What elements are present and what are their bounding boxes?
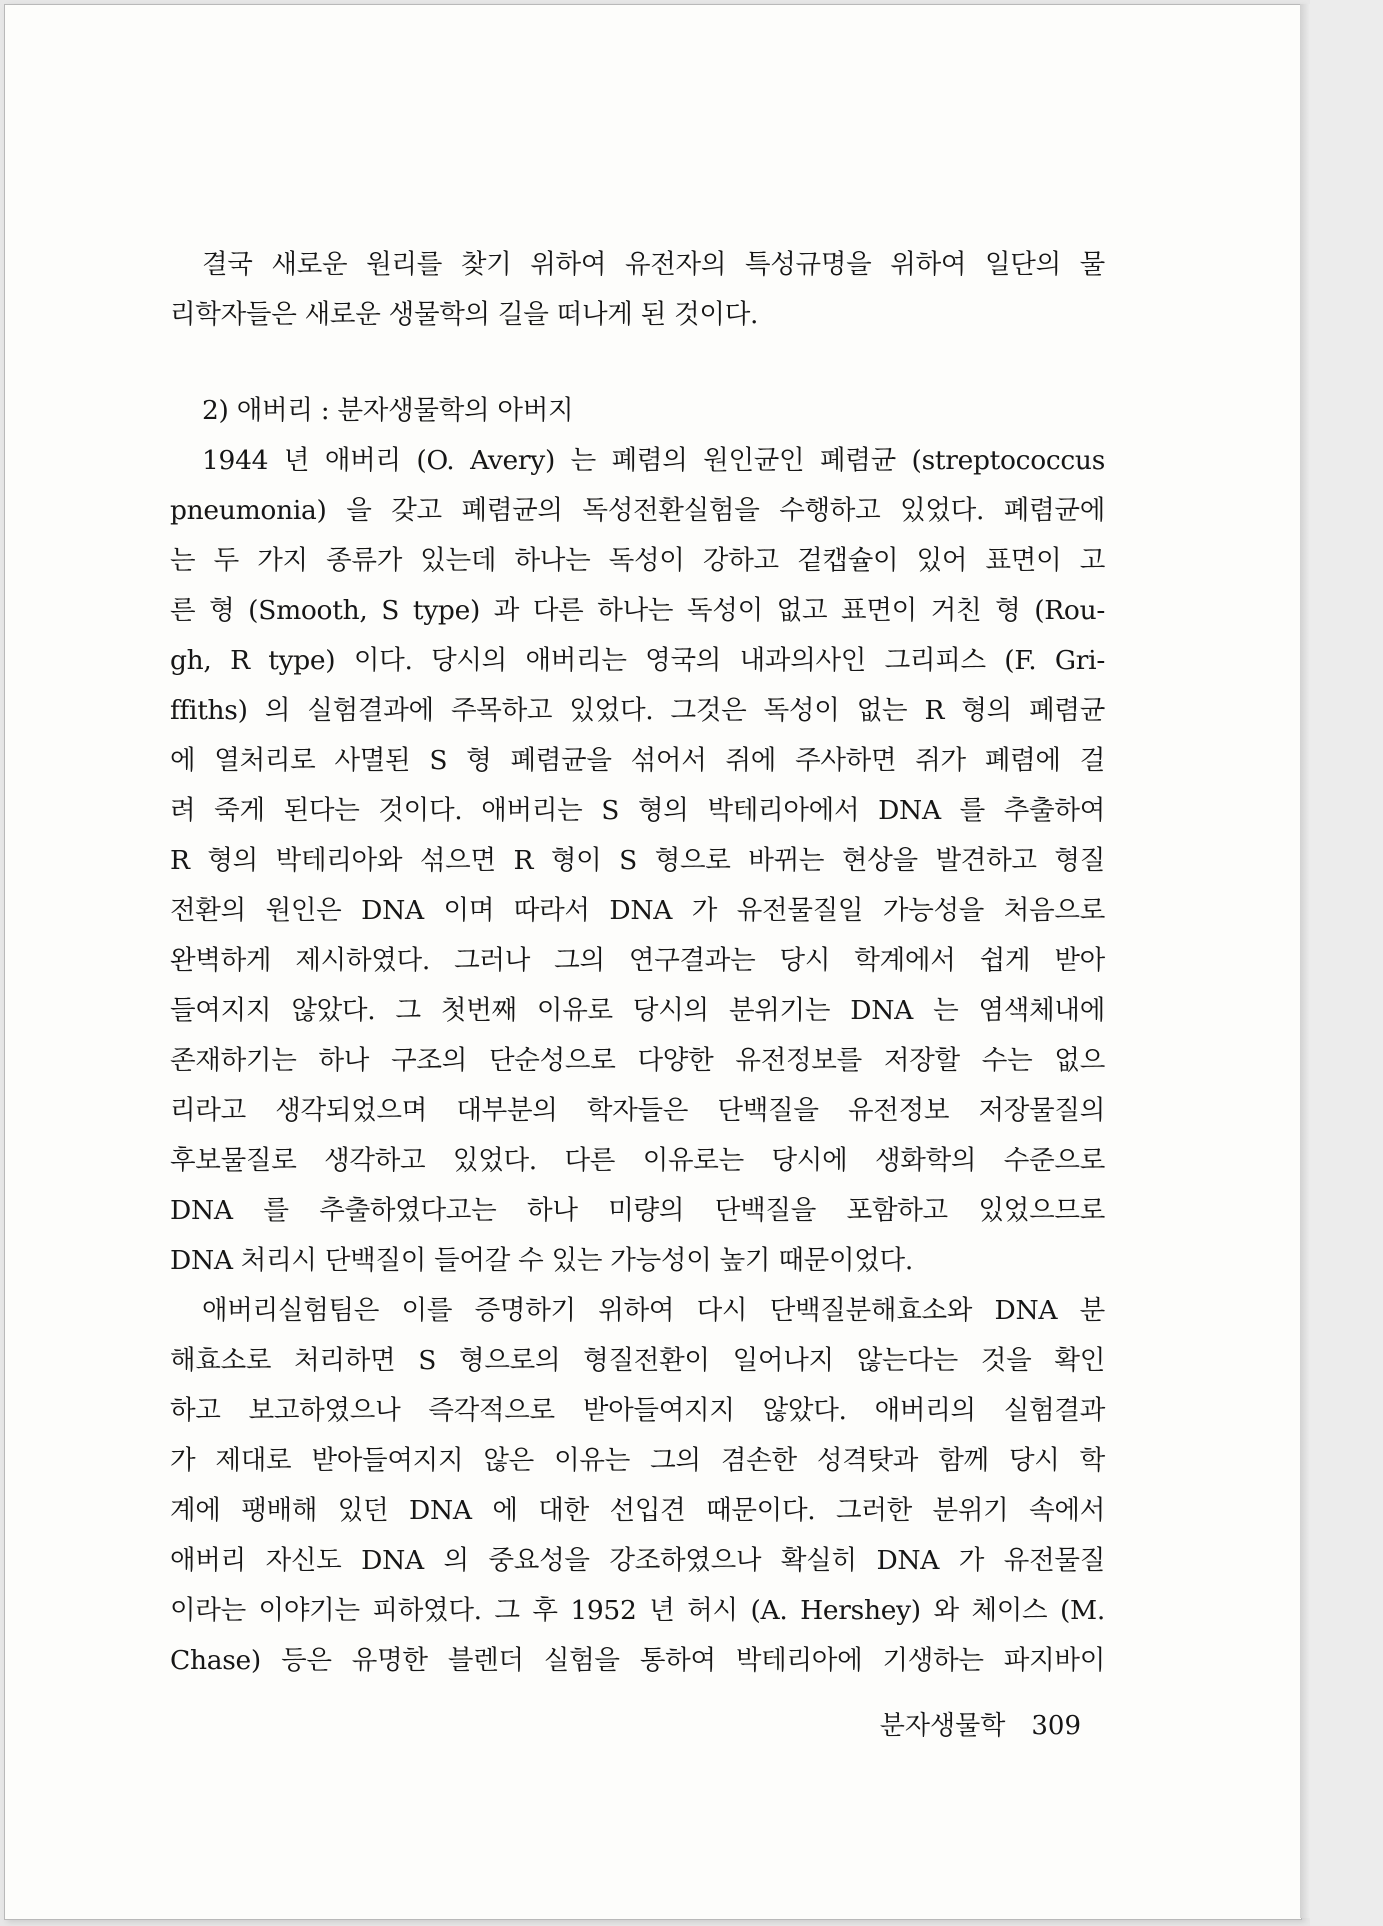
page-number: 309 [1031, 1711, 1081, 1741]
text-line: 른 형 (Smooth, S type) 과 다른 하나는 독성이 없고 표면이 거친 형 (Rou- [170, 595, 1105, 626]
text-line: 이라는 이야기는 피하였다. 그 후 1952 년 허시 (A. Hershey) 와 체이스 (M. [170, 1595, 1105, 1626]
text-line: 계에 팽배해 있던 DNA 에 대한 선입견 때문이다. 그러한 분위기 속에서 [170, 1495, 1105, 1526]
text-line: 존재하기는 하나 구조의 단순성으로 다양한 유전정보를 저장할 수는 없으 [170, 1045, 1105, 1076]
viewer-margin [1310, 0, 1383, 1926]
text-line: 후보물질로 생각하고 있었다. 다른 이유로는 당시에 생화학의 수준으로 [170, 1145, 1105, 1176]
text-line: 1944 년 애버리 (O. Avery) 는 폐렴의 원인균인 폐렴균 (streptococcus [202, 445, 1105, 476]
section-heading: 2) 애버리 : 분자생물학의 아버지 [202, 395, 574, 426]
text-line: 가 제대로 받아들여지지 않은 이유는 그의 겸손한 성격탓과 함께 당시 학 [170, 1445, 1105, 1476]
running-title: 분자생물학 [879, 1711, 1006, 1741]
page-body [170, 240, 1105, 1686]
text-line: DNA 처리시 단백질이 들어갈 수 있는 가능성이 높기 때문이었다. [170, 1245, 913, 1276]
text-line: 들여지지 않았다. 그 첫번째 이유로 당시의 분위기는 DNA 는 염색체내에 [170, 995, 1105, 1026]
text-line: gh, R type) 이다. 당시의 애버리는 영국의 내과의사인 그리피스 (F. Gri- [170, 645, 1105, 676]
text-line: R 형의 박테리아와 섞으면 R 형이 S 형으로 바뀌는 현상을 발견하고 형질 [170, 845, 1105, 876]
text-line: Chase) 등은 유명한 블렌더 실험을 통하여 박테리아에 기생하는 파지바이 [170, 1645, 1105, 1676]
text-line: 는 두 가지 종류가 있는데 하나는 독성이 강하고 겉캡슐이 있어 표면이 고 [170, 545, 1105, 576]
text-line: ffiths) 의 실험결과에 주목하고 있었다. 그것은 독성이 없는 R 형의 폐렴균 [170, 695, 1105, 726]
text-line: pneumonia) 을 갖고 폐렴균의 독성전환실험을 수행하고 있었다. 폐렴균에 [170, 495, 1105, 526]
text-line: 리학자들은 새로운 생물학의 길을 떠나게 된 것이다. [170, 299, 759, 330]
text-line: 해효소로 처리하면 S 형으로의 형질전환이 일어나지 않는다는 것을 확인 [170, 1345, 1105, 1376]
paragraph-gap [170, 340, 1105, 386]
paragraph-team [170, 1286, 1105, 1686]
page-footer [880, 1705, 1081, 1742]
text-line: 완벽하게 제시하였다. 그러나 그의 연구결과는 당시 학계에서 쉽게 받아 [170, 945, 1105, 976]
text-line: 하고 보고하였으나 즉각적으로 받아들여지지 않았다. 애버리의 실험결과 [170, 1395, 1105, 1426]
paragraph-avery [170, 436, 1105, 1286]
text-line: 결국 새로운 원리를 찾기 위하여 유전자의 특성규명을 위하여 일단의 물 [202, 249, 1105, 280]
page-shadow [1300, 4, 1310, 1918]
document-page [4, 4, 1302, 1920]
text-line: 전환의 원인은 DNA 이며 따라서 DNA 가 유전물질일 가능성을 처음으로 [170, 895, 1105, 926]
text-line: 리라고 생각되었으며 대부분의 학자들은 단백질을 유전정보 저장물질의 [170, 1095, 1105, 1126]
text-line: 려 죽게 된다는 것이다. 애버리는 S 형의 박테리아에서 DNA 를 추출하여 [170, 795, 1105, 826]
text-line: DNA 를 추출하였다고는 하나 미량의 단백질을 포함하고 있었으므로 [170, 1195, 1105, 1226]
text-line: 애버리 자신도 DNA 의 중요성을 강조하였으나 확실히 DNA 가 유전물질 [170, 1545, 1105, 1576]
text-line: 에 열처리로 사멸된 S 형 폐렴균을 섞어서 쥐에 주사하면 쥐가 폐렴에 걸 [170, 745, 1105, 776]
paragraph-intro [170, 240, 1105, 340]
text-line: 애버리실험팀은 이를 증명하기 위하여 다시 단백질분해효소와 DNA 분 [202, 1295, 1105, 1326]
